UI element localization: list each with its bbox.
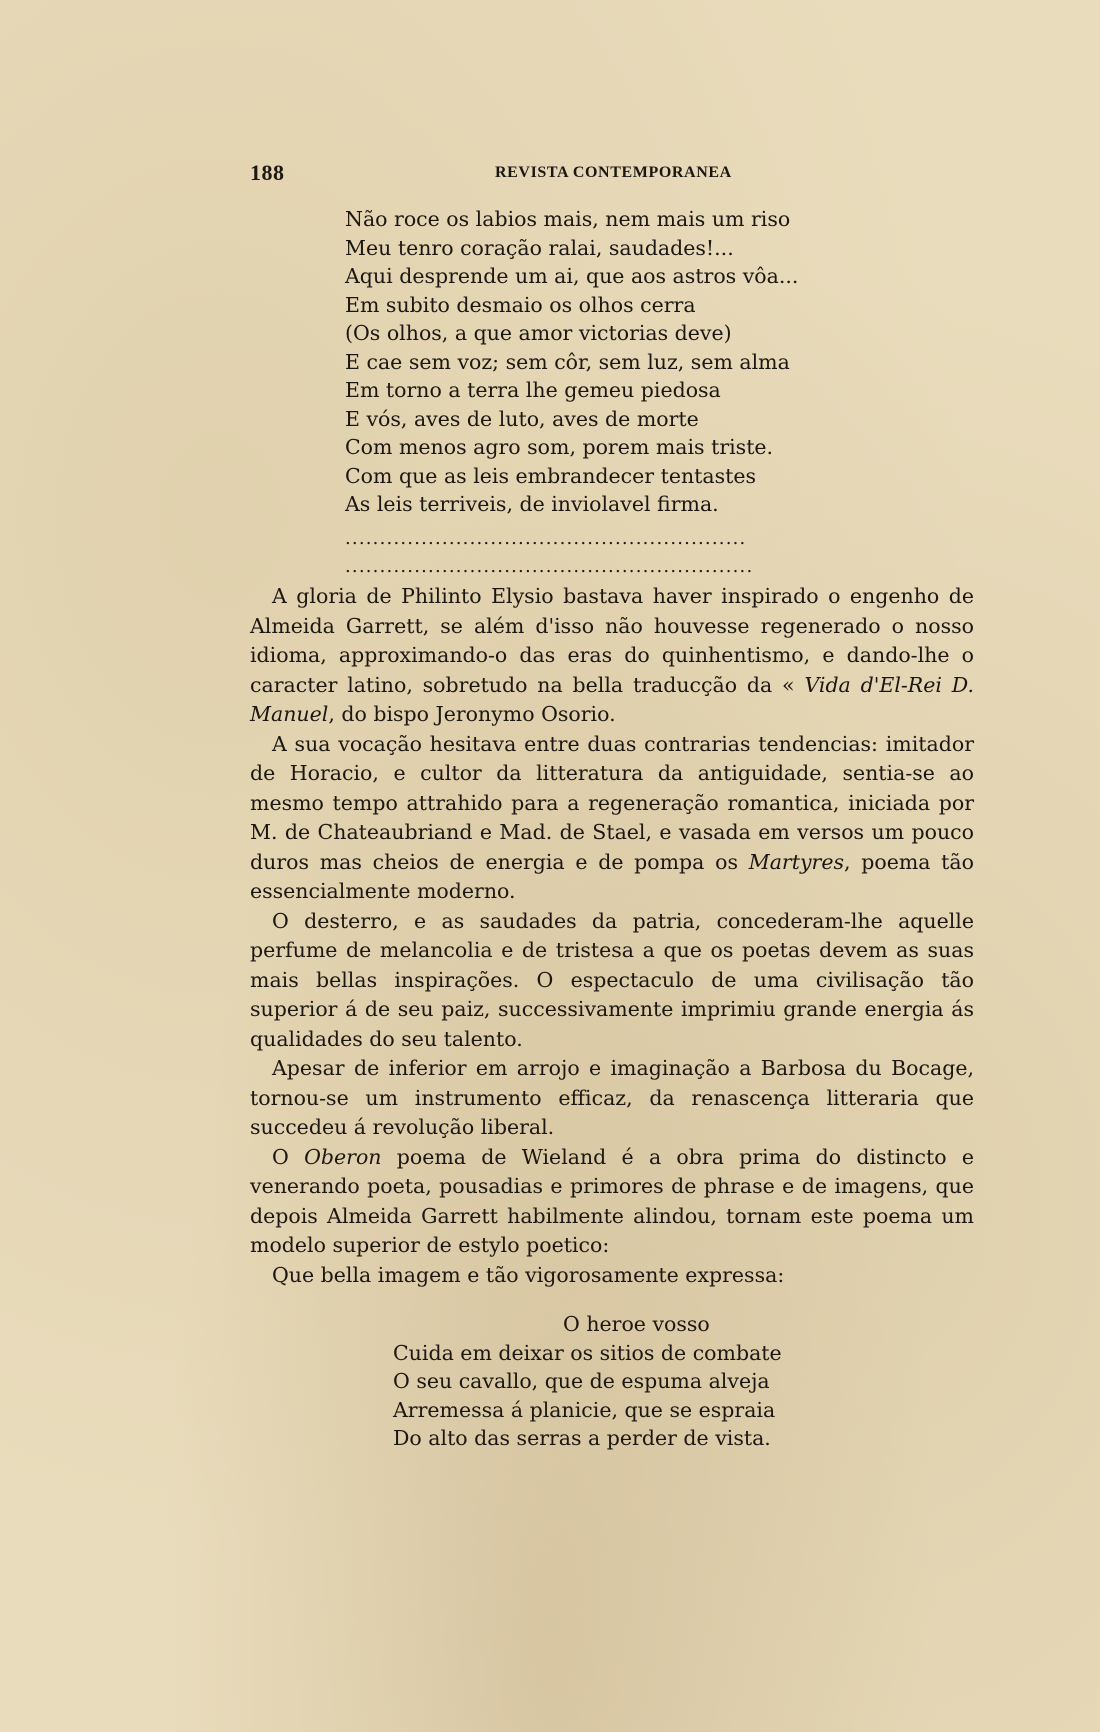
- body-text: [250, 582, 974, 1290]
- ellipsis-rows: [345, 525, 805, 581]
- poem-quote-1: [345, 205, 825, 519]
- paragraph-text: , do bispo Jeronymo Osorio.: [328, 702, 616, 726]
- paragraph: [250, 730, 974, 907]
- book-title: Oberon: [304, 1144, 382, 1169]
- poem-line: Não roce os labios mais, nem mais um riso: [345, 207, 791, 231]
- poem-line: Em subito desmaio os olhos cerra: [345, 292, 696, 317]
- poem-line: Arremessa á planicie, que se espraia: [393, 1397, 776, 1422]
- book-title: Vida d'El-Rei D. Manuel: [250, 672, 974, 726]
- page-number: 188: [250, 160, 285, 185]
- poem-line: O heroe vosso: [563, 1312, 710, 1336]
- dotted-line: ..........................................................: [345, 528, 747, 549]
- paragraph-text: A sua vocação hesitava entre duas contrarias tendencias: imitador de Horacio, e cultor da litteratura da antiguidade, sentia-se ao mesmo tempo attrahido para a regeneração romantica, iniciada por M. de Chateaubriand e Mad. de Stael, e vasada em versos um pouco duros mas cheios de energia e de pompa os: [250, 731, 974, 874]
- poem-line: Meu tenro coração ralai, saudades!...: [345, 235, 734, 260]
- poem-line: E cae sem voz; sem côr, sem luz, sem alma: [345, 349, 790, 374]
- paragraph: O desterro, e as saudades da patria, concederam-lhe aquelle perfume de melancolia e de tristesa a que os poetas devem as suas mais bellas inspirações. O espectaculo de uma civilisação tão superior á de seu paiz, successivamente imprimiu grande energia ás qualidades do seu talento.: [250, 908, 974, 1051]
- running-head: REVISTA CONTEMPORANEA: [495, 164, 732, 181]
- poem-line: E vós, aves de luto, aves de morte: [345, 406, 699, 431]
- poem-line: Do alto das serras a perder de vista.: [393, 1426, 771, 1450]
- paragraph-text: , poema tão essencialmente moderno.: [250, 849, 974, 903]
- paragraph: [250, 582, 974, 730]
- poem-line: O seu cavallo, que de espuma alveja: [393, 1369, 770, 1393]
- poem-line: As leis terriveis, de inviolavel firma.: [345, 492, 719, 516]
- paragraph-text: poema de Wieland é a obra prima do distincto e venerando poeta, pousadias e primores de phrase e de imagens, que depois Almeida Garrett habilmente alindou, tornam este poema um modelo superior de estylo poetico:: [250, 1144, 974, 1257]
- poem-line: (Os olhos, a que amor victorias deve): [345, 321, 732, 345]
- paragraph: Apesar de inferior em arrojo e imaginação a Barbosa du Bocage, tornou-se um instrumento efficaz, da renascença litteraria que succedeu á revolução liberal.: [250, 1056, 974, 1139]
- paragraph: Que bella imagem e tão vigorosamente expressa:: [272, 1262, 785, 1287]
- paragraph-text: O: [272, 1144, 289, 1169]
- poem-line: Com menos agro som, porem mais triste.: [345, 435, 774, 459]
- paragraph-text: A gloria de Philinto Elysio bastava haver inspirado o engenho de Almeida Garrett, se além d'isso não houvesse regenerado o nosso idioma, approximando-o das eras do quinhentismo, e dando-lhe o caracter latino, sobretudo na bella traducção da «: [250, 584, 974, 697]
- dotted-line: ...........................................................: [345, 556, 754, 577]
- poem-line: Aqui desprende um ai, que aos astros vôa...: [345, 264, 799, 288]
- paragraph: [250, 1143, 974, 1261]
- poem-line: Em torno a terra lhe gemeu piedosa: [345, 378, 721, 402]
- page-header: [250, 160, 974, 186]
- book-title: Martyres: [748, 849, 844, 874]
- poem-line: Com que as leis embrandecer tentastes: [345, 463, 757, 488]
- poem-quote-2: [393, 1310, 833, 1453]
- poem-line: Cuida em deixar os sitios de combate: [393, 1340, 782, 1365]
